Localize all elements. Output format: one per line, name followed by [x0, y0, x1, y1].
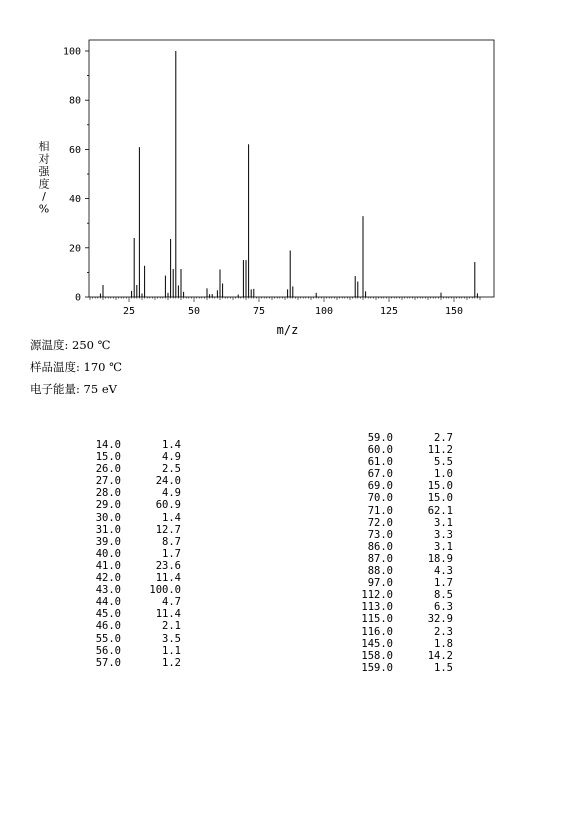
y-tick-label: 0 — [74, 292, 81, 304]
y-tick-label: 60 — [68, 144, 81, 156]
table-row — [359, 468, 453, 480]
table-row — [87, 524, 181, 536]
y-tick-label: 40 — [68, 194, 81, 206]
table-row — [359, 626, 453, 638]
mz-value: 112.0 — [361, 589, 393, 602]
mz-value: 41.0 — [95, 559, 121, 572]
y-axis-label-char: / — [42, 190, 46, 203]
table-row — [87, 645, 181, 657]
abundance-value: 2.5 — [162, 463, 181, 476]
mz-value: 28.0 — [95, 487, 121, 500]
table-row — [359, 541, 453, 553]
table-row — [359, 601, 453, 613]
abundance-value: 11.2 — [427, 444, 453, 457]
table-row — [87, 572, 181, 584]
abundance-value: 8.5 — [434, 589, 453, 602]
abundance-value: 11.4 — [155, 608, 181, 621]
x-tick-label: 50 — [187, 306, 201, 317]
mz-value: 14.0 — [95, 439, 121, 451]
abundance-value: 1.1 — [162, 644, 181, 657]
electron-energy — [30, 381, 117, 397]
mz-value: 59.0 — [367, 432, 393, 444]
abundance-value: 3.3 — [434, 528, 453, 541]
abundance-value: 1.4 — [162, 439, 181, 451]
abundance-value: 23.6 — [155, 559, 181, 572]
y-axis-label-char: % — [38, 202, 50, 216]
abundance-value: 18.9 — [427, 552, 453, 565]
mz-value: 113.0 — [361, 601, 393, 614]
table-row — [359, 505, 453, 517]
abundance-value: 3.5 — [162, 632, 181, 645]
mz-value: 30.0 — [95, 511, 121, 524]
abundance-value: 14.2 — [427, 649, 453, 662]
mz-value: 87.0 — [367, 552, 393, 565]
table-row — [87, 596, 181, 608]
mz-value: 88.0 — [367, 565, 393, 578]
y-tick-label: 80 — [68, 95, 81, 107]
mz-value: 15.0 — [95, 451, 121, 464]
mz-value: 67.0 — [367, 468, 393, 481]
table-row — [359, 589, 453, 601]
abundance-value: 11.4 — [155, 572, 181, 585]
table-row — [87, 536, 181, 548]
condition-label: 电子能量: — [30, 382, 80, 396]
table-row — [359, 529, 453, 541]
x-tick-label: 150 — [444, 306, 464, 317]
table-row — [359, 553, 453, 565]
table-row — [87, 560, 181, 572]
mass-spectrum-chart — [0, 0, 570, 345]
source-temperature — [30, 337, 111, 353]
table-row — [359, 613, 453, 625]
table-row — [359, 650, 453, 662]
mz-value: 97.0 — [367, 577, 393, 590]
mz-value: 43.0 — [95, 584, 121, 597]
mz-value: 61.0 — [367, 456, 393, 469]
abundance-value: 2.3 — [434, 625, 453, 638]
y-tick-label: 20 — [68, 243, 81, 255]
abundance-value: 62.1 — [427, 504, 453, 517]
y-axis-ticks — [63, 47, 89, 304]
abundance-value: 24.0 — [155, 475, 181, 488]
table-row — [359, 480, 453, 492]
table-row — [87, 584, 181, 596]
mz-value: 40.0 — [95, 547, 121, 560]
mz-value: 115.0 — [361, 613, 393, 626]
mz-value: 39.0 — [95, 535, 121, 548]
mz-value: 45.0 — [95, 608, 121, 621]
chart-axes — [89, 40, 494, 297]
table-row — [359, 432, 453, 444]
table-row — [359, 638, 453, 650]
abundance-value: 3.1 — [434, 516, 453, 529]
y-tick-label: 100 — [62, 46, 81, 58]
peak-table-right — [359, 432, 453, 674]
mz-value: 57.0 — [95, 656, 121, 669]
abundance-value: 4.9 — [162, 451, 181, 464]
abundance-value: 1.0 — [434, 468, 453, 481]
table-row — [87, 608, 181, 620]
x-tick-label: 25 — [122, 306, 136, 317]
mz-value: 70.0 — [367, 492, 393, 505]
table-row — [87, 620, 181, 632]
mz-value: 27.0 — [95, 475, 121, 488]
mz-value: 29.0 — [95, 499, 121, 512]
table-row — [87, 475, 181, 487]
table-row — [359, 577, 453, 589]
condition-value: 250 ℃ — [72, 338, 111, 352]
abundance-value: 12.7 — [155, 523, 181, 536]
mz-value: 55.0 — [95, 632, 121, 645]
abundance-value: 6.3 — [434, 601, 453, 614]
y-axis-label-char: 度 — [38, 177, 50, 191]
condition-value: 75 eV — [83, 382, 117, 396]
mz-value: 46.0 — [95, 620, 121, 633]
mz-value: 60.0 — [367, 444, 393, 457]
mz-value: 158.0 — [361, 649, 393, 662]
mz-value: 72.0 — [367, 516, 393, 529]
table-row — [359, 444, 453, 456]
mz-value: 145.0 — [361, 637, 393, 650]
table-row — [87, 499, 181, 511]
table-row — [87, 657, 181, 669]
abundance-value: 2.7 — [434, 432, 453, 444]
plot-frame — [89, 40, 494, 297]
table-row — [87, 463, 181, 475]
table-row — [87, 487, 181, 499]
table-row — [359, 456, 453, 468]
abundance-value: 4.9 — [162, 487, 181, 500]
mz-value: 69.0 — [367, 480, 393, 493]
abundance-value: 1.7 — [162, 547, 181, 560]
mz-value: 26.0 — [95, 463, 121, 476]
abundance-value: 100.0 — [149, 584, 181, 597]
abundance-value: 60.9 — [155, 499, 181, 512]
condition-value: 170 ℃ — [83, 360, 123, 374]
condition-label: 源温度: — [30, 338, 69, 352]
abundance-value: 4.3 — [434, 565, 453, 578]
table-row — [87, 451, 181, 463]
x-tick-label: 100 — [314, 306, 334, 317]
sample-temperature — [30, 359, 122, 375]
mz-value: 71.0 — [367, 504, 393, 517]
x-axis-label: m/z — [276, 323, 299, 337]
abundance-value: 1.8 — [434, 637, 453, 650]
mz-value: 31.0 — [95, 523, 121, 536]
abundance-value: 4.7 — [162, 596, 181, 609]
abundance-value: 1.7 — [434, 577, 453, 590]
abundance-value: 15.0 — [427, 480, 453, 493]
mz-value: 159.0 — [361, 661, 393, 674]
mz-value: 56.0 — [95, 644, 121, 657]
mz-value: 73.0 — [367, 528, 393, 541]
abundance-value: 8.7 — [162, 535, 181, 548]
table-row — [359, 517, 453, 529]
table-row — [87, 548, 181, 560]
x-tick-label: 75 — [252, 306, 266, 317]
mz-value: 42.0 — [95, 572, 121, 585]
table-row — [87, 439, 181, 451]
mz-value: 44.0 — [95, 596, 121, 609]
table-row — [87, 633, 181, 645]
abundance-value: 5.5 — [434, 456, 453, 469]
abundance-value: 1.2 — [162, 656, 181, 669]
abundance-value: 15.0 — [427, 492, 453, 505]
x-tick-label: 125 — [379, 306, 399, 317]
y-axis-label-char: 强 — [38, 165, 50, 178]
table-row — [359, 492, 453, 504]
y-axis-label-char: 对 — [38, 152, 50, 166]
condition-label: 样品温度: — [30, 360, 80, 374]
x-axis-ticks — [90, 297, 480, 317]
table-row — [359, 565, 453, 577]
abundance-value: 1.4 — [162, 511, 181, 524]
y-axis-label-char: 相 — [38, 140, 50, 153]
abundance-value: 3.1 — [434, 540, 453, 553]
peak-table-left — [87, 439, 181, 669]
abundance-value: 2.1 — [162, 620, 181, 633]
mz-value: 116.0 — [361, 625, 393, 638]
abundance-value: 32.9 — [427, 613, 453, 626]
table-row — [359, 662, 453, 674]
spectrum-peaks — [100, 51, 477, 297]
mz-value: 86.0 — [367, 540, 393, 553]
abundance-value: 1.5 — [434, 661, 453, 674]
table-row — [87, 512, 181, 524]
